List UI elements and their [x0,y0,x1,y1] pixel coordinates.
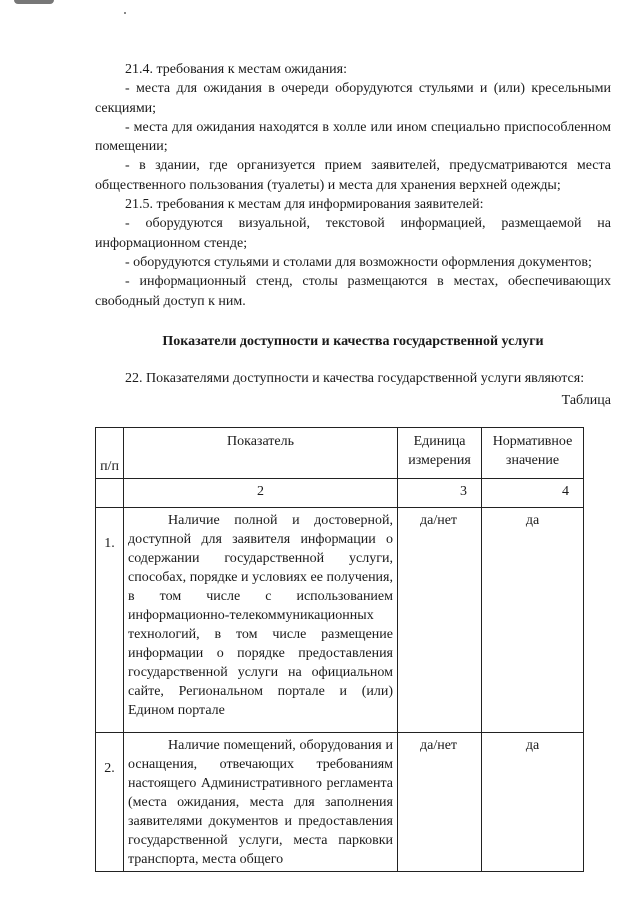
row-indicator: Наличие полной и достоверной, доступной для заявителя информации о содержании государственной услуги, способах, порядке и условиях ее получения, в том числе с использованием информационно-телекоммуникационных технологий, в том числе размещение информации о порядке предоставления государственной услуги на официальном сайте, Региональном портале и (или) Едином портале [128,513,393,718]
paragraph-21-5: 21.5. требования к местам для информирования заявителей: [125,197,484,213]
document-body [95,60,611,411]
row-unit: да/нет [398,508,482,733]
column-number-row [96,479,584,508]
paragraph-chairs-tables: - оборудуются стульями и столами для возможности оформления документов; [125,254,592,270]
column-number-4: 4 [482,479,584,508]
scan-speck [124,12,126,14]
paragraph-public-facilities: - в здании, где организуется прием заявителей, предусматриваются места общественного пользования (туалеты) и места для хранения верхней одежды; [95,158,611,193]
row-unit: да/нет [398,733,482,872]
paragraph-waiting-hall: - места для ожидания находятся в холле или ином специально приспособленном помещении; [95,119,611,155]
paragraph-free-access: - информационный стенд, столы размещаются в местах, обеспечивающих свободный доступ к ним. [95,274,611,309]
table-header-row [96,428,584,479]
row-number: 2. [96,733,124,872]
row-indicator-cell [124,508,398,733]
paragraph-21-4: 21.4. требования к местам ожидания: [125,62,347,77]
row-norm: да [482,733,584,872]
table-row [96,508,584,733]
indicators-table [95,427,584,872]
column-number-2: 2 [124,479,398,508]
row-norm: да [482,508,584,733]
scan-artifact [14,0,54,4]
header-num: п/п [96,428,124,479]
row-indicator: Наличие помещений, оборудования и оснащения, отвечающих требованиям настоящего Административного регламента (места ожидания, места для заполнения заявителями документов и предоставления государственной услуги, места парковки транспорта, места общего [128,738,393,867]
row-indicator-cell [124,733,398,872]
row-number: 1. [96,508,124,733]
column-number-1 [96,479,124,508]
table-caption: Таблица [561,393,611,409]
paragraph-waiting-seats: - места для ожидания в очереди оборудуются стульями и (или) кресельными секциями; [95,81,611,116]
section-heading: Показатели доступности и качества государственной услуги [162,333,544,349]
header-unit: Единица измерения [398,428,482,479]
table-row [96,733,584,872]
paragraph-22: 22. Показателями доступности и качества государственной услуги являются: [125,371,585,387]
header-norm: Нормативное значение [482,428,584,479]
header-indicator: Показатель [124,428,398,479]
column-number-3: 3 [398,479,482,508]
paragraph-info-stand: - оборудуются визуальной, текстовой информацией, размещаемой на информационном стенде; [95,216,611,251]
